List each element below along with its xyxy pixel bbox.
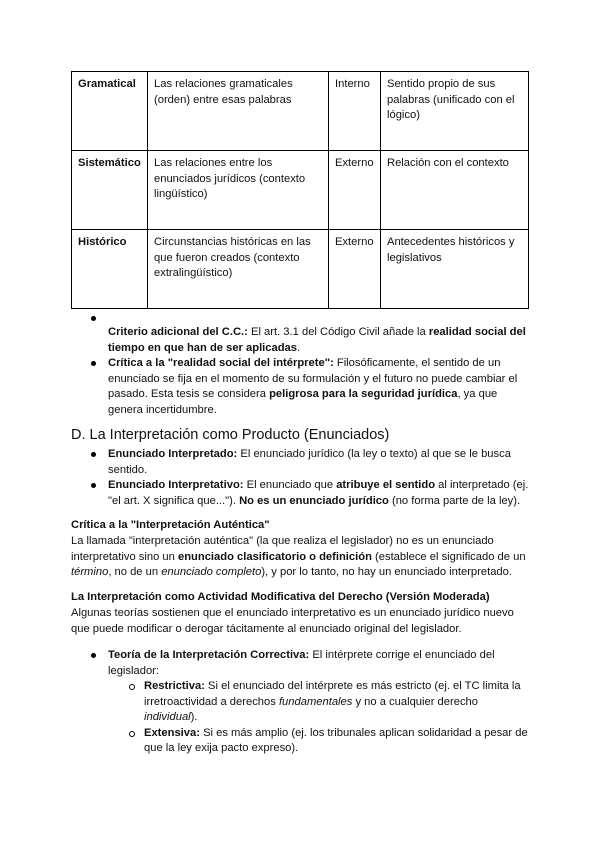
result-cell: Sentido propio de sus palabras (unificado con el lógico) xyxy=(381,72,529,151)
criterion-cell: Gramatical xyxy=(72,72,148,151)
section-title: D. La Interpretación como Producto (Enunciados) xyxy=(71,427,390,443)
description-cell: Circunstancias históricas en las que fueron creados (contexto extralingüístico) xyxy=(148,230,329,309)
result-cell: Antecedentes históricos y legislativos xyxy=(381,230,529,309)
subtype-italic: fundamentales xyxy=(278,695,353,708)
paragraph-emphasis: enunciado clasificatorio o definición xyxy=(177,550,372,563)
section-d-list xyxy=(71,447,531,509)
paragraph-text: La llamada "interpretación auténtica" (la que realiza el legislador) no es un enunciado interpretativo sino un xyxy=(71,535,494,563)
theory-label: Teoría de la Interpretación Correctiva: xyxy=(108,649,310,661)
note-text: , ya que genera incertidumbre. xyxy=(108,388,498,416)
term-text: (no forma parte de la ley). xyxy=(388,494,521,507)
paragraph-italic: enunciado completo xyxy=(161,566,262,578)
description-cell: Las relaciones entre los enunciados jurídicos (contexto lingüístico) xyxy=(148,151,329,230)
subsection-title: La Interpretación como Actividad Modificativa del Derecho (Versión Moderada) xyxy=(71,591,490,603)
note-text: El art. 3.1 del Código Civil añade la xyxy=(247,326,429,338)
paragraph-italic: término xyxy=(71,566,109,578)
criteria-notes xyxy=(71,325,531,418)
subsection-title: Crítica a la "Interpretación Auténtica" xyxy=(71,519,270,531)
list-item xyxy=(71,356,531,418)
criterion-cell: Histórico xyxy=(72,230,148,309)
subtype-text: Si el enunciado del intérprete es más estricto (ej. el TC limita la irretroactividad a derechos xyxy=(144,680,521,708)
table-row xyxy=(72,151,529,230)
list-item xyxy=(71,447,531,478)
paragraph-text: (establece el significado de un xyxy=(371,550,526,563)
note-emphasis: realidad social del tiempo en que han de ser aplicadas xyxy=(108,326,526,354)
subtype-text: Si es más amplio (ej. los tribunales aplican solidaridad a pesar de que la ley exija pacto expreso). xyxy=(144,726,528,754)
type-cell: Externo xyxy=(329,151,381,230)
subtype-label: Restrictiva: xyxy=(144,680,205,692)
term-text: al interpretado (ej. "el art. X significa que..."). xyxy=(108,479,529,507)
subtype-text: ). xyxy=(190,711,198,723)
table-row xyxy=(72,230,529,309)
paragraph-text: , no de un xyxy=(108,566,162,578)
paragraph-text: ), y por lo tanto, no hay un enunciado interpretado. xyxy=(261,566,512,578)
theory-text: El intérprete corrige el enunciado del legislador: xyxy=(108,649,495,677)
subtype-text: y no a cualquier derecho xyxy=(352,695,478,708)
result-cell: Relación con el contexto xyxy=(381,151,529,230)
criterion-cell: Sistemático xyxy=(72,151,148,230)
sub-list-item xyxy=(71,726,531,757)
list-item xyxy=(71,325,531,356)
correctiva-list xyxy=(71,648,531,757)
subtype-italic: individual xyxy=(144,711,191,723)
term-label: Enunciado Interpretado: xyxy=(108,448,238,460)
note-text: Filosóficamente, el sentido de un enunciado se fija en el momento de su formulación y el futuro no puede cambiar el pasado. Esta tesis se considera xyxy=(108,357,518,400)
note-label: Crítica a la "realidad social del intérprete": xyxy=(108,357,334,369)
term-text: El enunciado jurídico (la ley o texto) al que se le busca sentido. xyxy=(108,448,511,476)
list-item xyxy=(71,648,531,679)
note-label: Criterio adicional del C.C.: xyxy=(108,326,248,338)
critica-paragraph xyxy=(71,534,531,581)
type-cell: Externo xyxy=(329,230,381,309)
modificativa-paragraph: Algunas teorías sostienen que el enunciado interpretativo es un enunciado jurídico nuevo que puede modificar o derogar tácitamente al enunciado original del legislador. xyxy=(71,607,514,635)
sub-list-item xyxy=(71,679,531,726)
term-label: Enunciado Interpretativo: xyxy=(108,479,244,491)
subtype-label: Extensiva: xyxy=(144,726,200,739)
term-emphasis: No es un enunciado jurídico xyxy=(239,494,389,507)
table-row xyxy=(72,72,529,151)
note-emphasis: peligrosa para la seguridad jurídica xyxy=(269,388,458,400)
term-emphasis: atribuye el sentido xyxy=(336,479,436,491)
interpretation-criteria-table xyxy=(71,71,529,309)
term-text: El enunciado que xyxy=(243,479,337,491)
list-item xyxy=(71,478,531,509)
note-text: . xyxy=(297,341,301,354)
type-cell: Interno xyxy=(329,72,381,151)
description-cell: Las relaciones gramaticales (orden) entre esas palabras xyxy=(148,72,329,151)
